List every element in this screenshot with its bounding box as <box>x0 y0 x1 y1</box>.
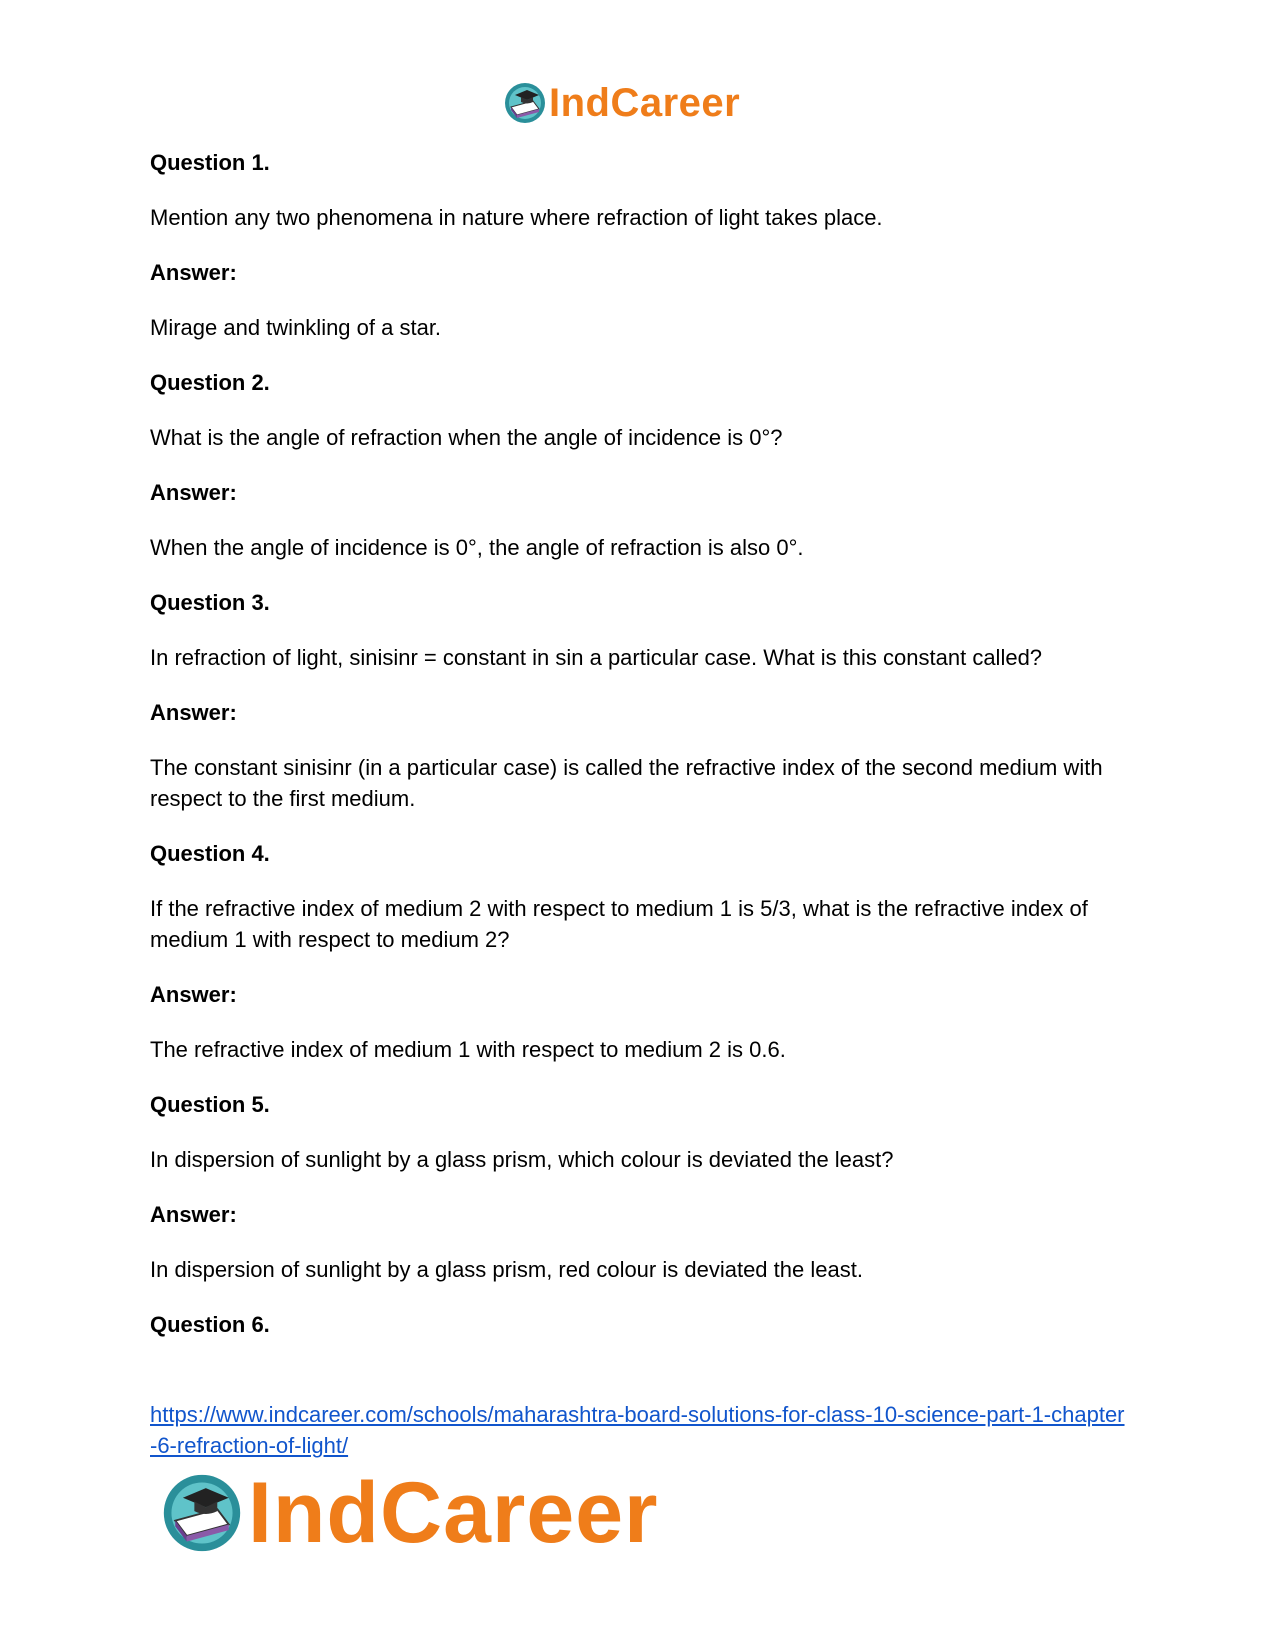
answer-2-label-block <box>150 477 1130 508</box>
question-1-text-block <box>150 202 1130 233</box>
answer-5-text-block <box>150 1254 1130 1285</box>
answer-3-text-block <box>150 752 1130 814</box>
answer-3-label-block <box>150 697 1130 728</box>
answer-label: Answer: <box>150 982 237 1007</box>
question-label: Question 5. <box>150 1092 270 1117</box>
answer-1-label-block <box>150 257 1130 288</box>
footer-logo <box>160 1467 659 1559</box>
answer-text: The constant sinisinr (in a particular case) is called the refractive index of the second medium with respect to the first medium. <box>150 755 1103 811</box>
answer-text: In dispersion of sunlight by a glass prism, red colour is deviated the least. <box>150 1257 863 1282</box>
graduation-book-icon <box>503 81 547 125</box>
logo-wordmark: IndCareer <box>248 1465 659 1561</box>
question-label: Question 2. <box>150 370 270 395</box>
question-text: What is the angle of refraction when the angle of incidence is 0°? <box>150 425 783 450</box>
answer-text: When the angle of incidence is 0°, the angle of refraction is also 0°. <box>150 535 804 560</box>
question-text: In dispersion of sunlight by a glass prism, which colour is deviated the least? <box>150 1147 894 1172</box>
answer-label: Answer: <box>150 260 237 285</box>
answer-1-text-block <box>150 312 1130 343</box>
answer-label: Answer: <box>150 1202 237 1227</box>
answer-label: Answer: <box>150 700 237 725</box>
graduation-book-icon <box>160 1471 244 1555</box>
question-4-text-block <box>150 893 1130 955</box>
source-url-link[interactable]: https://www.indcareer.com/schools/maharashtra-board-solutions-for-class-10-science-part-1-chapter-6-refraction-of-light/ <box>150 1402 1125 1458</box>
question-text: In refraction of light, sinisinr = constant in sin a particular case. What is this constant called? <box>150 645 1043 670</box>
question-label: Question 4. <box>150 841 270 866</box>
question-label: Question 6. <box>150 1312 270 1337</box>
logo-wordmark: IndCareer <box>549 81 741 125</box>
question-1-label-block <box>150 147 1130 178</box>
question-text: Mention any two phenomena in nature where refraction of light takes place. <box>150 205 883 230</box>
answer-4-text-block <box>150 1034 1130 1065</box>
answer-text: Mirage and twinkling of a star. <box>150 315 442 340</box>
question-2-label-block <box>150 367 1130 398</box>
question-6-label-block <box>150 1309 1130 1340</box>
answer-2-text-block <box>150 532 1130 563</box>
question-label: Question 3. <box>150 590 270 615</box>
answer-5-label-block <box>150 1199 1130 1230</box>
question-3-text-block <box>150 642 1130 673</box>
question-2-text-block <box>150 422 1130 453</box>
question-4-label-block <box>150 838 1130 869</box>
question-3-label-block <box>150 587 1130 618</box>
answer-text: The refractive index of medium 1 with respect to medium 2 is 0.6. <box>150 1037 786 1062</box>
header-logo <box>503 80 740 126</box>
question-label: Question 1. <box>150 150 270 175</box>
question-5-text-block <box>150 1144 1130 1175</box>
question-text: If the refractive index of medium 2 with respect to medium 1 is 5/3, what is the refractive index of medium 1 with respect to medium 2? <box>150 896 1088 952</box>
qa-list <box>150 147 1130 1364</box>
answer-label: Answer: <box>150 480 237 505</box>
answer-4-label-block <box>150 979 1130 1010</box>
question-5-label-block <box>150 1089 1130 1120</box>
